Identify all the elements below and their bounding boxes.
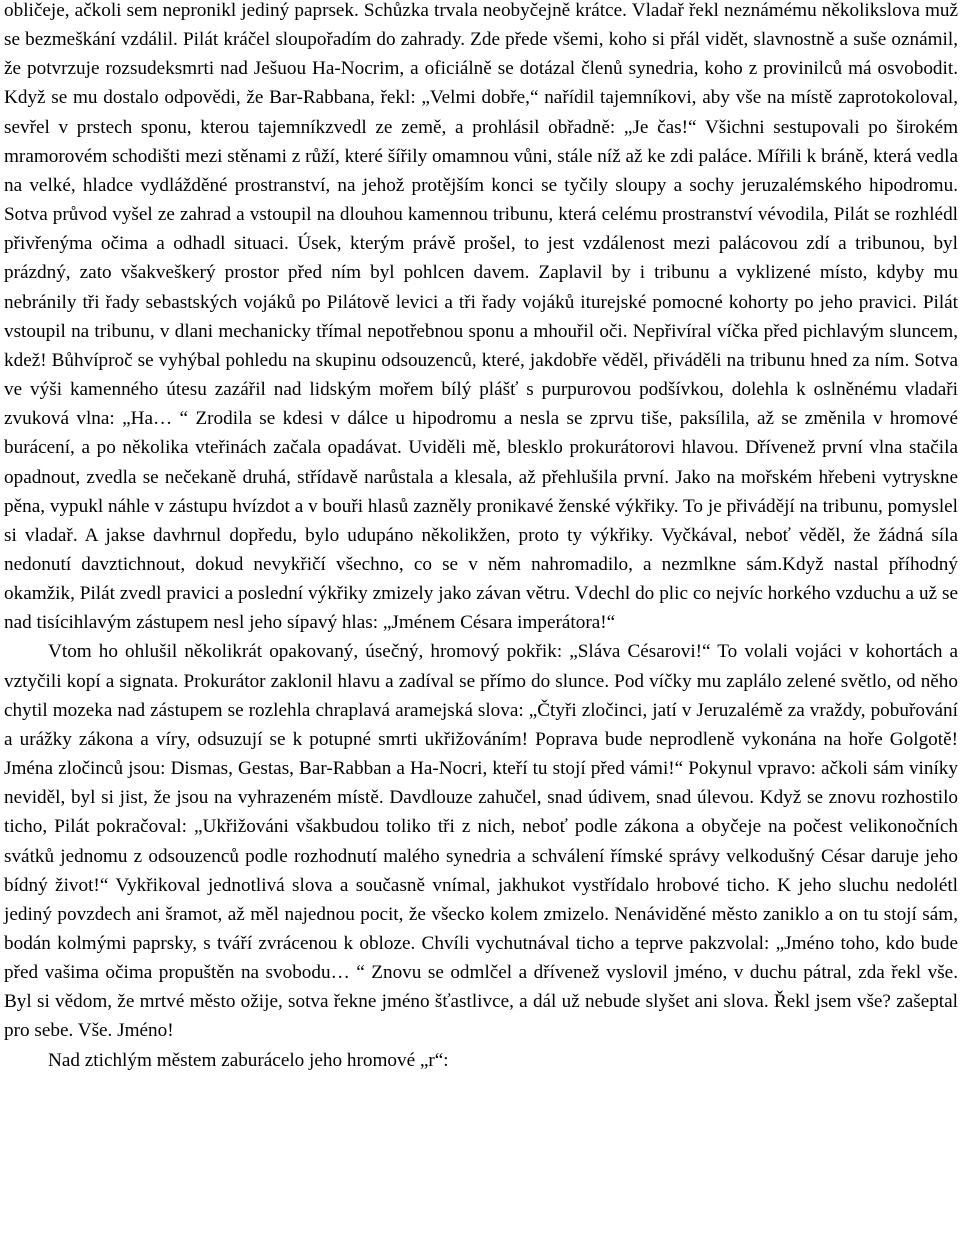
paragraph-1: obličeje, ačkoli sem nepronikl jediný paprsek. Schůzka trvala neobyčejně krátce. Vladař řekl neznámému několikslova muž se bezmeškání vzdálil. Pilát kráčel sloupořadím do zahrady. Zde přede všemi, koho si přál vidět, slavnostně a suše oznámil, že potvrzuje rozsudeksmrti nad Ješuou Ha-Nocrim, a oficiálně se dotázal členů synedria, koho z provinilců má osvobodit. Když se mu dostalo odpovědi, že Bar-Rabbana, řekl: „Velmi dobře,“ nařídil tajemníkovi, aby vše na místě zaprotokoloval, sevřel v prstech sponu, kterou tajemníkzvedl ze země, a prohlásil obřadně: „Je čas!“ Všichni sestupovali po širokém mramorovém schodišti mezi stěnami z růží, které šířily omamnou vůni, stále níž až ke zdi paláce. Mířili k bráně, která vedla na velké, hladce vydlážděné prostranství, na jehož protějším konci se tyčily sloupy a sochy jeruzalémského hipodromu. Sotva průvod vyšel ze zahrad a vstoupil na dlouhou kamennou tribunu, která celému prostranství vévodila, Pilát se rozhlédl přivřenýma očima a odhadl situaci. Úsek, kterým právě prošel, to jest vzdálenost mezi palácovou zdí a tribunou, byl prázdný, zato všakveškerý prostor před ním byl pohlcen davem. Zaplavil by i tribunu a vyklizené místo, kdyby mu nebránily tři řady sebastských vojáků po Pilátově levici a tři řady vojáků iturejské pomocné kohorty po jeho pravici. Pilát vstoupil na tribunu, v dlani mechanicky třímal nepotřebnou sponu a mhouřil oči. Nepřivíral víčka před pichlavým sluncem, kdež! Bůhvíproč se vyhýbal pohledu na skupinu odsouzenců, které, jakdobře věděl, přiváděli na tribunu hned za ním. Sotva ve výši kamenného útesu zazářil nad lidským mořem bílý plášť s purpurovou podšívkou, dolehla k oslněnému vladaři zvuková vlna: „Ha… “ Zrodila se kdesi v dálce u hipodromu a nesla se zprvu tiše, paksílila, až se změnila v hromové burácení, a po několika vteřinách začala opadávat. Uviděli mě, blesklo prokurátorovi hlavou. Dřívenež první vlna stačila opadnout, zvedla se nečekaně druhá, střídavě narůstala a klesala, až přehlušila první. Jako na mořském hřebeni vytryskne pěna, vypukl náhle v zástupu hvízdot a v bouři hlasů zazněly pronikavé ženské výkřiky. To je přivádějí na tribunu, pomyslel si vladař. A jakse davhrnul dopředu, bylo udupáno několikžen, proto ty výkřiky. Vyčkával, neboť věděl, že žádná síla nedonutí davztichnout, dokud nevykřičí všechno, co se v něm nahromadilo, a nezmlkne sám.Když nastal příhodný okamžik, Pilát zvedl pravici a poslední výkřiky zmizely jako závan větru. Vdechl do plic co nejvíc horkého vzduchu a už se nad tisícihlavým zástupem nesl jeho sípavý hlas: „Jménem Césara imperátora!“ — [4, 0, 958, 634]
paragraph-3: Nad ztichlým městem zaburácelo jeho hromové „r“: — [48, 1049, 449, 1071]
paragraph-2: Vtom ho ohlušil několikrát opakovaný, úsečný, hromový pokřik: „Sláva Césarovi!“ To volali vojáci v kohortách a vztyčili kopí a signata. Prokurátor zaklonil hlavu a zadíval se přímo do slunce. Pod víčky mu zaplálo zelené světlo, od něho chytil mozeka nad zástupem se rozlehla chraplavá aramejská slova: „Čtyři zločinci, jatí v Jeruzalémě za vraždy, pobuřování a urážky zákona a víry, odsuzují se k potupné smrti ukřižováním! Poprava bude neprodleně vykonána na hoře Golgotě! Jména zločinců jsou: Dismas, Gestas, Bar-Rabban a Ha-Nocri, kteří tu stojí před vámi!“ Pokynul vpravo: ačkoli sám viníky neviděl, byl si jist, že jsou na vyhrazeném místě. Davdlouze zahučel, snad údivem, snad úlevou. Když se znovu rozhostilo ticho, Pilát pokračoval: „Ukřižováni všakbudou toliko tři z nich, neboť podle zákona a obyčeje na počest velikonočních svátků jednomu z odsouzenců podle rozhodnutí malého synedria a schválení římské správy velkodušný César daruje jeho bídný život!“ Vykřikoval jednotlivá slova a současně vnímal, jakhukot vystřídalo hrobové ticho. K jeho sluchu nedolétl jediný povzdech ani šramot, až měl najednou pocit, že všecko kolem zmizelo. Nenáviděné město zaniklo a on tu stojí sám, bodán kolmými paprsky, s tváří zvrácenou k obloze. Chvíli vychutnával ticho a teprve pakzvolal: „Jméno toho, kdo bude před vašima očima propuštěn na svobodu… “ Znovu se odmlčel a dřívenež vyslovil jméno, v duchu pátral, zda řekl vše. Byl si vědom, že mrtvé město ožije, sotva řekne jméno šťastlivce, a dál už nebude slyšet ani slova. Řekl jsem vše? zašeptal pro sebe. Vše. Jméno! — [4, 641, 958, 1042]
